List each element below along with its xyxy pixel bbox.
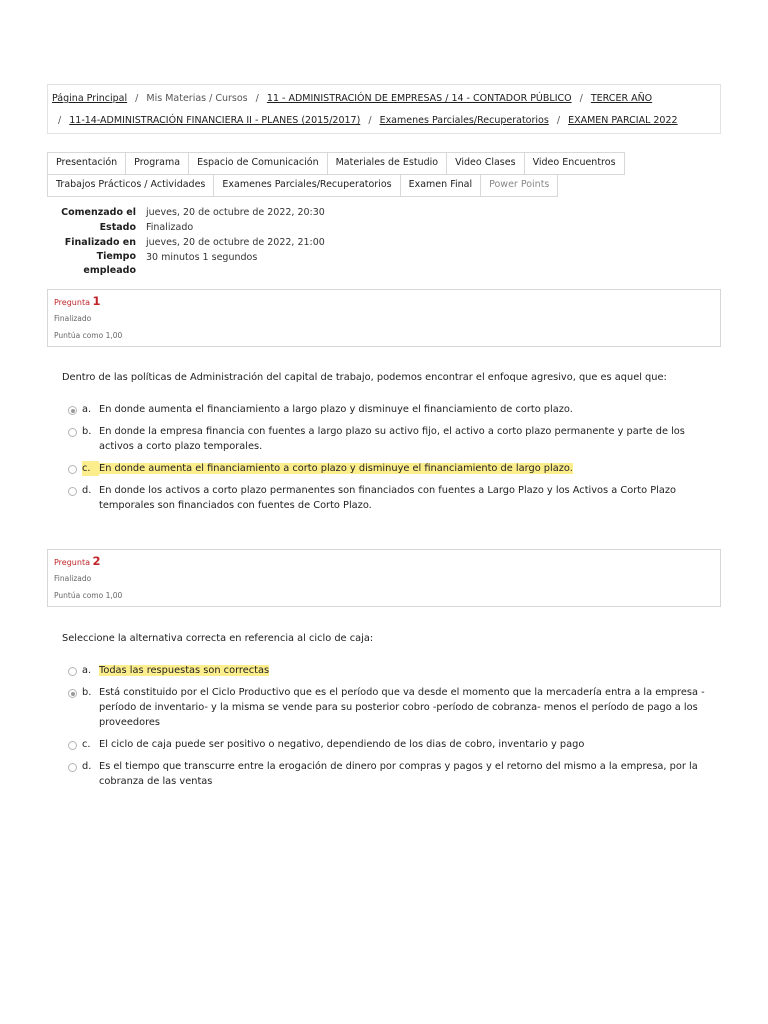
answer-text xyxy=(99,424,718,454)
attempt-summary xyxy=(47,205,325,278)
answer-text xyxy=(99,737,718,752)
summary-row xyxy=(47,220,325,235)
tab-power-points[interactable]: Power Points xyxy=(480,174,558,197)
answer-option[interactable] xyxy=(68,759,718,789)
answer-letter: c. xyxy=(82,739,91,750)
question-number xyxy=(54,554,714,570)
summary-value: jueves, 20 de octubre de 2022, 20:30 xyxy=(146,207,325,218)
breadcrumb-line-2 xyxy=(58,115,678,126)
summary-row xyxy=(47,250,325,278)
radio-button[interactable] xyxy=(68,741,77,750)
tab-programa[interactable]: Programa xyxy=(125,152,189,175)
answer-text xyxy=(99,759,718,789)
question-prefix: Pregunta xyxy=(54,298,90,307)
answer-text-content: En donde los activos a corto plazo permanentes son financiados con fuentes a Largo Plazo y los Activos a Corto Plazo temporales son financiados con fuentes de Corto Plazo. xyxy=(99,485,676,511)
tab-examenes-parciales[interactable]: Examenes Parciales/Recuperatorios xyxy=(213,174,400,197)
answer-text xyxy=(99,663,718,678)
tab-examen-final[interactable]: Examen Final xyxy=(400,174,481,197)
tab-video-encuentros[interactable]: Video Encuentros xyxy=(524,152,625,175)
breadcrumb-exam-link[interactable]: EXAMEN PARCIAL 2022 xyxy=(568,115,678,126)
breadcrumb-separator: / xyxy=(58,115,62,126)
radio-button[interactable] xyxy=(68,487,77,496)
answer-option[interactable] xyxy=(68,483,718,513)
radio-button[interactable] xyxy=(68,763,77,772)
answer-option[interactable] xyxy=(68,737,718,752)
radio-button[interactable] xyxy=(68,428,77,437)
breadcrumb-category-link[interactable]: 11 - ADMINISTRACIÓN DE EMPRESAS / 14 - CONTADOR PÚBLICO xyxy=(266,93,572,104)
answer-option[interactable] xyxy=(68,402,718,417)
radio-button[interactable] xyxy=(68,667,77,676)
tab-materiales-estudio[interactable]: Materiales de Estudio xyxy=(327,152,447,175)
answer-letter: c. xyxy=(82,461,99,476)
summary-value: 30 minutos 1 segundos xyxy=(146,252,258,263)
answer-text xyxy=(99,402,718,417)
tab-presentacion[interactable]: Presentación xyxy=(47,152,126,175)
answer-option[interactable] xyxy=(68,663,718,678)
question-number-value: 1 xyxy=(92,294,101,308)
summary-row xyxy=(47,205,325,220)
breadcrumb-line-1 xyxy=(52,93,652,104)
summary-label: Tiempo empleado xyxy=(83,251,136,276)
breadcrumb-separator: / xyxy=(579,93,583,104)
answer-letter: a. xyxy=(82,404,92,415)
question-info-2 xyxy=(47,549,721,607)
answer-text-content: El ciclo de caja puede ser positivo o negativo, dependiendo de los dias de cobro, inventario y pago xyxy=(99,739,585,750)
answer-text xyxy=(99,685,718,730)
breadcrumb xyxy=(47,84,721,134)
answer-option[interactable] xyxy=(68,424,718,454)
question-grade: Puntúa como 1,00 xyxy=(54,331,123,340)
radio-button[interactable] xyxy=(68,465,77,474)
answer-letter: a. xyxy=(82,665,92,676)
answer-letter: b. xyxy=(82,687,92,698)
answer-text xyxy=(99,483,718,513)
course-tabs xyxy=(47,152,687,196)
breadcrumb-year-link[interactable]: TERCER AÑO xyxy=(590,93,653,104)
question-grade: Puntúa como 1,00 xyxy=(54,591,123,600)
answer-text-highlighted: En donde aumenta el financiamiento a corto plazo y disminuye el financiamiento de largo plazo. xyxy=(99,463,573,474)
answer-list-1 xyxy=(68,402,718,520)
answer-text-content: Está constituido por el Ciclo Productivo que es el período que va desde el momento que la mercadería entra a la empresa -período de inventario- y la misma se vende para su posterior cobro -período de cobranza- menos el período de pago a los proveedores xyxy=(99,687,705,728)
summary-row xyxy=(47,235,325,250)
tab-trabajos-practicos[interactable]: Trabajos Prácticos / Actividades xyxy=(47,174,214,197)
question-number-value: 2 xyxy=(92,554,101,568)
question-text-1: Dentro de las políticas de Administración del capital de trabajo, podemos encontrar el enfoque agresivo, que es aquel que: xyxy=(62,372,667,383)
question-number xyxy=(54,294,714,310)
breadcrumb-separator: / xyxy=(368,115,372,126)
tab-espacio-comunicacion[interactable]: Espacio de Comunicación xyxy=(188,152,328,175)
breadcrumb-section-link[interactable]: Examenes Parciales/Recuperatorios xyxy=(379,115,549,126)
breadcrumb-home-link[interactable]: Página Principal xyxy=(52,93,128,104)
summary-label: Estado xyxy=(99,222,136,233)
answer-text-highlighted: Todas las respuestas son correctas xyxy=(99,665,270,676)
answer-list-2 xyxy=(68,663,718,796)
answer-letter: b. xyxy=(82,426,92,437)
radio-button-checked[interactable] xyxy=(68,689,77,698)
question-info-1 xyxy=(47,289,721,347)
summary-label: Comenzado el xyxy=(61,207,136,218)
breadcrumb-separator: / xyxy=(135,93,139,104)
question-state: Finalizado xyxy=(54,314,92,323)
answer-option[interactable] xyxy=(68,685,718,730)
summary-label: Finalizado en xyxy=(64,237,136,248)
answer-text-content: En donde la empresa financia con fuentes a largo plazo su activo fijo, el activo a corto plazo permanente y parte de los activos a corto plazo temporales. xyxy=(99,426,685,452)
answer-text xyxy=(99,461,718,476)
tab-row-2 xyxy=(47,174,687,196)
breadcrumb-course-link[interactable]: 11-14-ADMINISTRACIÓN FINANCIERA II - PLANES (2015/2017) xyxy=(69,115,361,126)
breadcrumb-separator: / xyxy=(255,93,259,104)
summary-value: jueves, 20 de octubre de 2022, 21:00 xyxy=(146,237,325,248)
question-text-2: Seleccione la alternativa correcta en referencia al ciclo de caja: xyxy=(62,633,374,644)
answer-letter: d. xyxy=(82,761,92,772)
answer-text-content: En donde aumenta el financiamiento a largo plazo y disminuye el financiamiento de corto plazo. xyxy=(99,404,573,415)
summary-value: Finalizado xyxy=(146,222,194,233)
breadcrumb-my-courses: Mis Materias / Cursos xyxy=(146,93,248,104)
breadcrumb-separator: / xyxy=(556,115,561,126)
question-state: Finalizado xyxy=(54,574,92,583)
tab-video-clases[interactable]: Video Clases xyxy=(446,152,524,175)
answer-option[interactable] xyxy=(68,461,718,476)
answer-letter: d. xyxy=(82,485,92,496)
answer-text-content: Es el tiempo que transcurre entre la erogación de dinero por compras y pagos y el retorno del mismo a la empresa, por la cobranza de las ventas xyxy=(99,761,698,787)
question-prefix: Pregunta xyxy=(54,558,90,567)
radio-button-checked[interactable] xyxy=(68,406,77,415)
tab-row-1 xyxy=(47,152,687,174)
